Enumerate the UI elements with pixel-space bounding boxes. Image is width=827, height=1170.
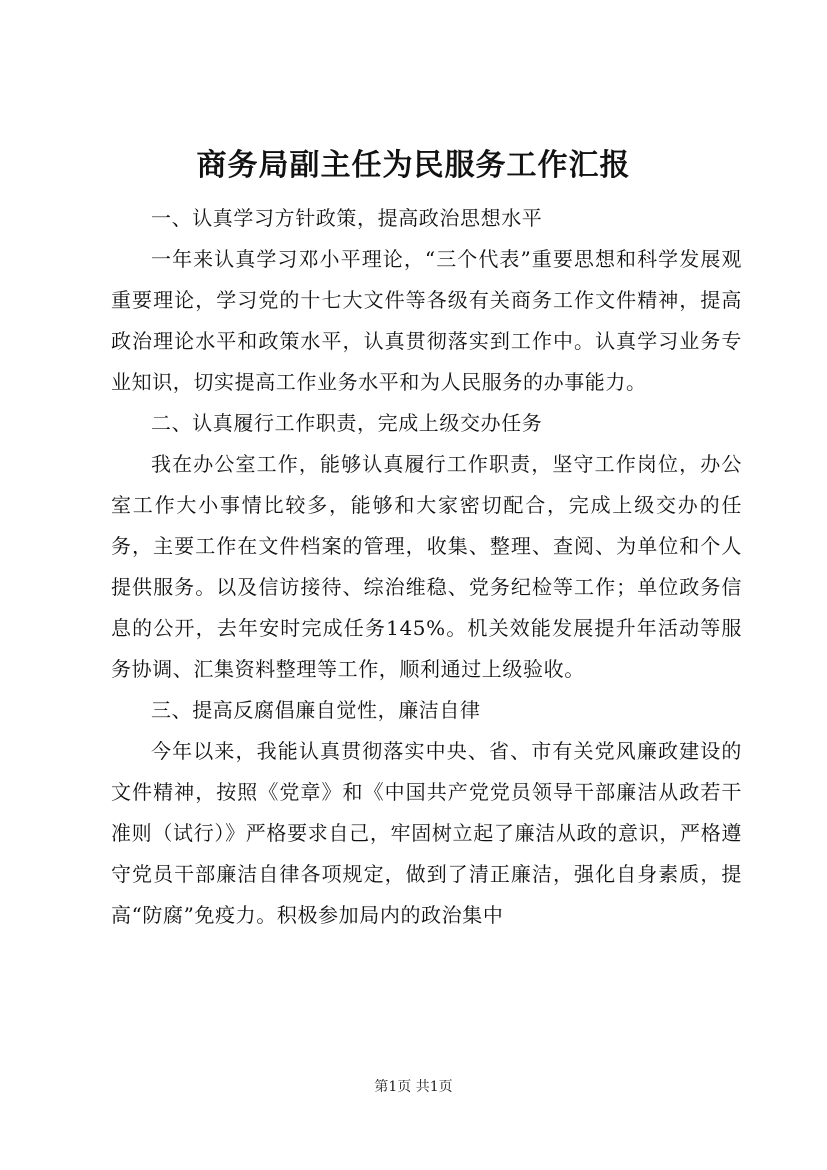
section-heading-2: 二、认真履行工作职责，完成上级交办任务	[151, 411, 543, 435]
page-footer: 第1页 共1页	[374, 1079, 453, 1095]
paragraph-2: 我在办公室工作，能够认真履行工作职责，坚守工作岗位，办公室工作大小事情比较多，能够和大家密切配合，完成上级交办的任务，主要工作在文件档案的管理，收集、整理、查阅、为单位和个人提供服务。以及信访接待、综治维稳、党务纪检等工作；单位政务信息的公开，去年安时完成任务145%。机关效能发展提升年活动等服务协调、汇集资料整理等工作，顺利通过上级验收。	[111, 452, 742, 681]
paragraph-3: 今年以来，我能认真贯彻落实中央、省、市有关党风廉政建设的文件精神，按照《党章》和《中国共产党党员领导干部廉洁从政若干准则（试行）》严格要求自己，牢固树立起了廉洁从政的意识，严格遵守党员干部廉洁自律各项规定，做到了清正廉洁，强化自身素质，提高“防腐”免疫力。积极参加局内的政治集中	[111, 739, 742, 927]
document-title: 商务局副主任为民服务工作汇报	[196, 148, 631, 183]
paragraph-1: 一年来认真学习邓小平理论，“三个代表”重要思想和科学发展观重要理论，学习党的十七大文件等各级有关商务工作文件精神，提高政治理论水平和政策水平，认真贯彻落实到工作中。认真学习业务专业知识，切实提高工作业务水平和为人民服务的办事能力。	[111, 247, 742, 394]
section-heading-3: 三、提高反腐倡廉自觉性，廉洁自律	[151, 698, 481, 722]
section-heading-1: 一、认真学习方针政策，提高政治思想水平	[151, 206, 543, 230]
document-body	[111, 198, 742, 936]
